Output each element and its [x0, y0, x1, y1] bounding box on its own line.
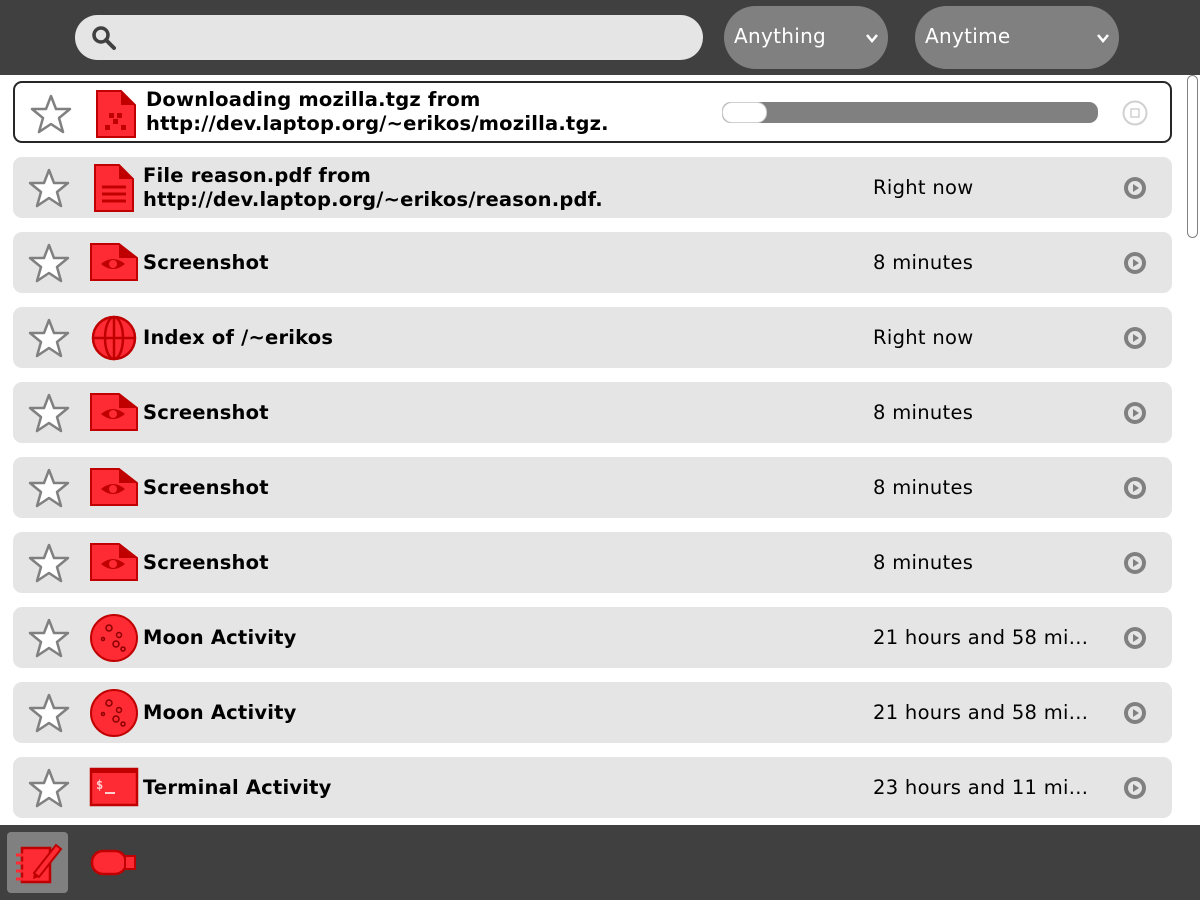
- resume-icon[interactable]: [1123, 626, 1147, 650]
- favorite-star-icon[interactable]: [28, 618, 70, 658]
- journal-entry[interactable]: [13, 682, 1172, 743]
- web-globe-icon[interactable]: [89, 313, 139, 363]
- resume-icon[interactable]: [1123, 776, 1147, 800]
- entry-title[interactable]: Terminal Activity: [143, 775, 332, 799]
- stop-download-icon[interactable]: [1122, 100, 1148, 126]
- favorite-star-icon[interactable]: [28, 393, 70, 433]
- volumes-toolbar: [0, 825, 1200, 900]
- journal-icon: [12, 837, 63, 888]
- resume-icon[interactable]: [1123, 401, 1147, 425]
- search-icon: [91, 25, 117, 51]
- entry-title[interactable]: Moon Activity: [143, 700, 297, 724]
- entry-title[interactable]: Screenshot: [143, 550, 269, 574]
- archive-file-icon[interactable]: [91, 89, 141, 139]
- entry-title[interactable]: Index of /~erikos: [143, 325, 334, 349]
- journal-entry[interactable]: [13, 157, 1172, 218]
- journal-entry[interactable]: [13, 382, 1172, 443]
- svg-text:$: $: [96, 778, 104, 792]
- download-progress-bar: [722, 102, 1098, 123]
- entry-date: 8 minutes: [873, 476, 974, 499]
- journal-list[interactable]: [0, 75, 1185, 825]
- terminal-activity-icon[interactable]: [89, 763, 139, 813]
- favorite-star-icon[interactable]: [28, 243, 70, 283]
- journal-entry[interactable]: [13, 757, 1172, 818]
- filter-what-value: Anything: [734, 24, 827, 48]
- image-file-icon[interactable]: [89, 388, 139, 438]
- resume-icon[interactable]: [1123, 326, 1147, 350]
- favorite-star-icon[interactable]: [28, 168, 70, 208]
- usb-volume-button[interactable]: [81, 832, 142, 893]
- journal-volume-button[interactable]: [7, 832, 68, 893]
- chevron-down-icon: [866, 33, 878, 43]
- entry-date: 21 hours and 58 mi...: [873, 626, 1089, 649]
- entry-title[interactable]: File reason.pdf from http://dev.laptop.org/~erikos/reason.pdf.: [143, 163, 603, 211]
- journal-entry[interactable]: [13, 307, 1172, 368]
- usb-drive-icon: [86, 837, 137, 888]
- entry-title[interactable]: Screenshot: [143, 475, 269, 499]
- moon-activity-icon[interactable]: [89, 688, 139, 738]
- entry-date: 23 hours and 11 mi...: [873, 776, 1089, 799]
- favorite-star-icon[interactable]: [28, 768, 70, 808]
- entry-date: Right now: [873, 176, 974, 199]
- filter-when-value: Anytime: [925, 24, 1011, 48]
- text-file-icon[interactable]: [89, 163, 139, 213]
- image-file-icon[interactable]: [89, 238, 139, 288]
- chevron-down-icon: [1097, 33, 1109, 43]
- top-toolbar: [0, 0, 1200, 75]
- moon-activity-icon[interactable]: [89, 613, 139, 663]
- image-file-icon[interactable]: [89, 463, 139, 513]
- entry-date: 8 minutes: [873, 551, 974, 574]
- entry-date: Right now: [873, 326, 974, 349]
- filter-what-dropdown[interactable]: [724, 6, 888, 69]
- entry-date: 21 hours and 58 mi...: [873, 701, 1089, 724]
- journal-entry[interactable]: [13, 232, 1172, 293]
- entry-date: 8 minutes: [873, 251, 974, 274]
- resume-icon[interactable]: [1123, 701, 1147, 725]
- entry-title[interactable]: Moon Activity: [143, 625, 297, 649]
- favorite-star-icon[interactable]: [28, 543, 70, 583]
- resume-icon[interactable]: [1123, 251, 1147, 275]
- favorite-star-icon[interactable]: [28, 468, 70, 508]
- journal-entry-downloading[interactable]: [13, 81, 1172, 143]
- favorite-star-icon[interactable]: [30, 94, 72, 134]
- entry-title[interactable]: Screenshot: [143, 400, 269, 424]
- image-file-icon[interactable]: [89, 538, 139, 588]
- scrollbar-thumb[interactable]: [1187, 75, 1198, 238]
- filter-when-dropdown[interactable]: [915, 6, 1119, 69]
- entry-date: 8 minutes: [873, 401, 974, 424]
- resume-icon[interactable]: [1123, 176, 1147, 200]
- entry-title[interactable]: Screenshot: [143, 250, 269, 274]
- journal-entry[interactable]: [13, 532, 1172, 593]
- resume-icon[interactable]: [1123, 476, 1147, 500]
- entry-title[interactable]: Downloading mozilla.tgz from http://dev.laptop.org/~erikos/mozilla.tgz.: [146, 87, 609, 135]
- journal-entry[interactable]: [13, 607, 1172, 668]
- resume-icon[interactable]: [1123, 551, 1147, 575]
- search-input[interactable]: [127, 21, 691, 55]
- favorite-star-icon[interactable]: [28, 693, 70, 733]
- favorite-star-icon[interactable]: [28, 318, 70, 358]
- journal-entry[interactable]: [13, 457, 1172, 518]
- search-box[interactable]: [75, 15, 703, 60]
